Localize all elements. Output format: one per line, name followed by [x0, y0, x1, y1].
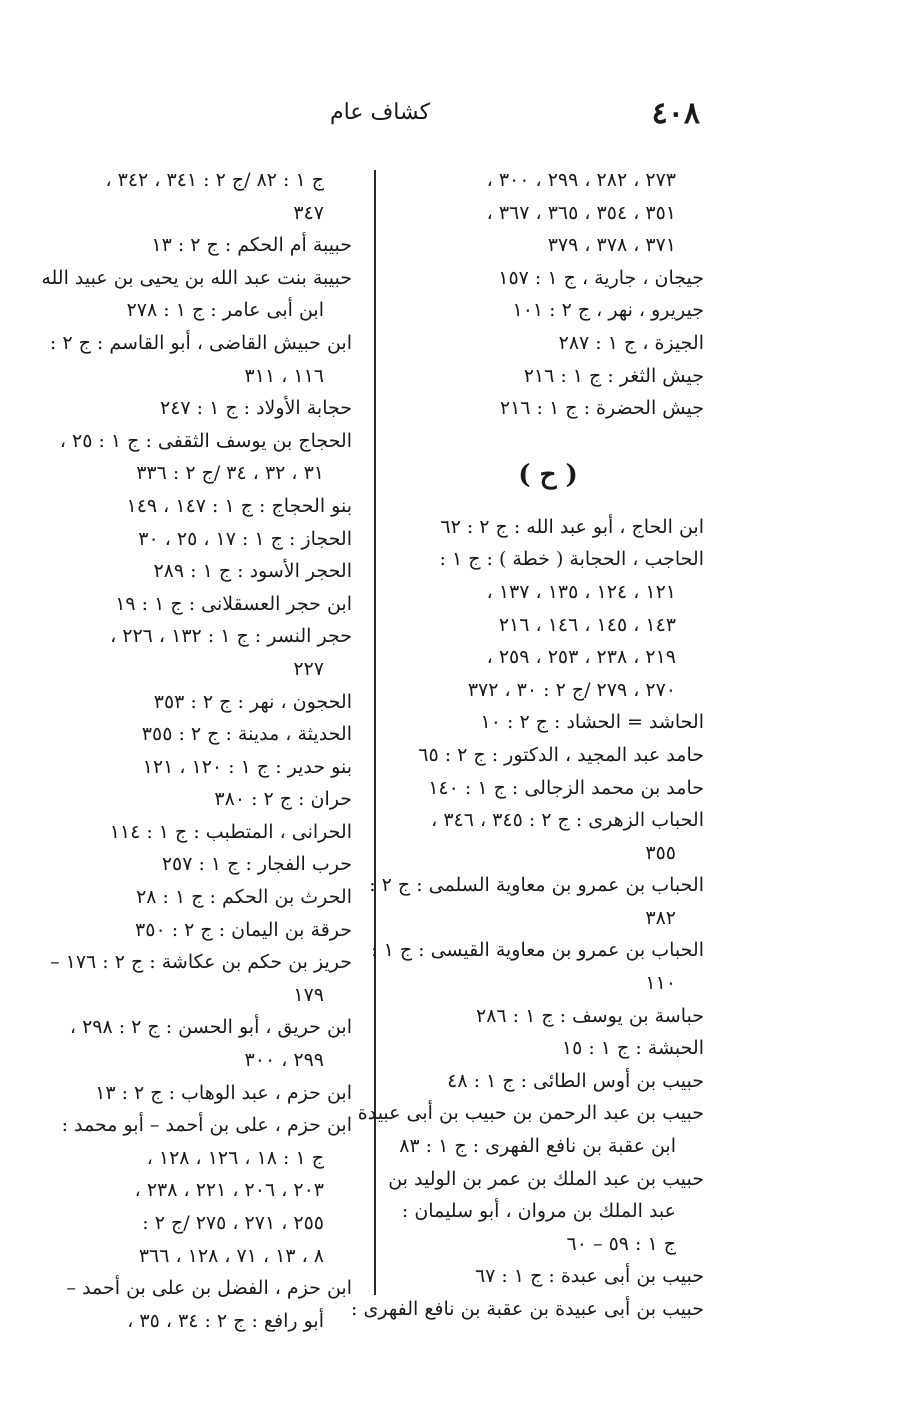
- index-column-right: [351, 164, 704, 1326]
- index-entry: حريز بن حكم بن عكاشة : ج ٢ : ١٧٦ –: [50, 951, 352, 974]
- index-entry: بنو حدير : ج ١ : ١٢٠ ، ١٢١: [142, 755, 352, 778]
- index-entry: الحجاز : ج ١ : ١٧ ، ٢٥ ، ٣٠: [138, 527, 352, 550]
- index-entry: ٢٧٣ ، ٢٨٢ ، ٢٩٩ ، ٣٠٠ ،: [486, 169, 676, 191]
- index-entry: الحبشة : ج ١ : ١٥: [561, 1037, 704, 1060]
- index-entry: حجابة الأولاد : ج ١ : ٢٤٧: [159, 397, 352, 420]
- index-entry: ج ١ : ١٨ ، ١٢٦ ، ١٢٨ ،: [146, 1146, 324, 1169]
- index-entry: حباسة بن يوسف : ج ١ : ٢٨٦: [475, 1004, 704, 1027]
- index-entry: جيش الثغر : ج ١ : ٢١٦: [523, 364, 704, 387]
- index-column-left: [30, 164, 352, 1337]
- index-entry: ابن أبى عامر : ج ١ : ٢٧٨: [126, 299, 324, 322]
- index-entry: الحباب الزهرى : ج ٢ : ٣٤٥ ، ٣٤٦ ،: [431, 809, 704, 832]
- index-entry: ٣٥٥: [645, 841, 676, 864]
- index-entry: حبيبة أم الحكم : ج ٢ : ١٣: [151, 234, 352, 257]
- index-entry: ٣٨٢: [645, 906, 676, 929]
- index-entry: ج ١ : ٨٢ /ج ٢ : ٣٤١ ، ٣٤٢ ،: [105, 169, 324, 191]
- index-entry: حبيب بن أبى عبدة : ج ١ : ٦٧: [474, 1265, 704, 1288]
- index-entry: الحديثة ، مدينة : ج ٢ : ٣٥٥: [141, 723, 352, 746]
- index-entry: حرقة بن اليمان : ج ٢ : ٣٥٠: [135, 918, 352, 941]
- index-entry: ٢٩٩ ، ٣٠٠: [244, 1049, 324, 1072]
- index-entry: حبيب بن أوس الطائى : ج ١ : ٤٨: [447, 1069, 704, 1092]
- index-entry: ٣١ ، ٣٢ ، ٣٤ /ج ٢ : ٣٣٦: [136, 462, 324, 485]
- right-column-entries-bottom: [351, 511, 704, 1326]
- index-entry: الحجر الأسود : ج ١ : ٢٨٩: [153, 560, 352, 583]
- index-entry: ٢٧٠ ، ٢٧٩ /ج ٢ : ٣٠ ، ٣٧٢: [467, 678, 676, 701]
- index-entry: ١١٠: [645, 972, 676, 995]
- index-entry: بنو الحجاج : ج ١ : ١٤٧ ، ١٤٩: [126, 494, 352, 517]
- index-entry: ابن حزم ، عبد الوهاب : ج ٢ : ١٣: [95, 1081, 352, 1104]
- index-entry: حبيب بن أبى عبيدة بن عقبة بن نافع الفهرى :: [351, 1298, 704, 1320]
- index-entry: ١٢١ ، ١٢٤ ، ١٣٥ ، ١٣٧ ،: [486, 580, 676, 603]
- index-entry: حبيب بن عبد الملك بن عمر بن الوليد بن: [388, 1167, 704, 1190]
- index-entry: ١٤٣ ، ١٤٥ ، ١٤٦ ، ٢١٦: [498, 613, 676, 636]
- index-entry: ١٧٩: [293, 983, 324, 1006]
- index-entry: ٣٥١ ، ٣٥٤ ، ٣٦٥ ، ٣٦٧ ،: [486, 201, 676, 224]
- index-entry: الحرث بن الحكم : ج ١ : ٢٨: [136, 886, 352, 909]
- index-entry: ١١٦ ، ٣١١: [244, 364, 324, 387]
- index-entry: ابن الحاج ، أبو عبد الله : ج ٢ : ٦٢: [440, 515, 704, 538]
- page-header: [40, 96, 700, 140]
- index-entry: ٣٧١ ، ٣٧٨ ، ٣٧٩: [547, 234, 676, 257]
- index-entry: ٢٥٥ ، ٢٧١ ، ٢٧٥ /ج ٢ :: [142, 1212, 324, 1234]
- index-entry: حران : ج ٢ : ٣٨٠: [214, 788, 352, 811]
- index-entry: ابن عقبة بن نافع الفهرى : ج ١ : ٨٣: [399, 1135, 676, 1158]
- index-entry: جيش الحضرة : ج ١ : ٢١٦: [499, 397, 704, 420]
- index-entry: حرب الفجار : ج ١ : ٢٥٧: [161, 853, 352, 876]
- index-entry: حجر النسر : ج ١ : ١٣٢ ، ٢٢٦ ،: [110, 625, 352, 648]
- index-entry: ٢١٩ ، ٢٣٨ ، ٢٥٣ ، ٢٥٩ ،: [486, 646, 676, 669]
- index-entry: ابن حريق ، أبو الحسن : ج ٢ : ٢٩٨ ،: [69, 1016, 352, 1039]
- index-entry: الحجاج بن يوسف الثقفى : ج ١ : ٢٥ ،: [59, 429, 352, 452]
- index-entry: حبيب بن عبد الرحمن بن حبيب بن أبى عبيدة: [357, 1102, 704, 1125]
- index-entry: ابن حزم ، على بن أحمد – أبو محمد :: [61, 1114, 352, 1137]
- index-entry: الحباب بن عمرو بن معاوية السلمى : ج ٢ :: [369, 874, 704, 897]
- index-entry: جيجان ، جارية ، ج ١ : ١٥٧: [498, 266, 704, 289]
- index-entry: ٢٢٧: [293, 657, 324, 680]
- right-column-entries-top: [392, 164, 704, 425]
- index-entry: ابن حجر العسقلانى : ج ١ : ١٩: [115, 592, 352, 615]
- index-entry: أبو رافع : ج ٢ : ٣٤ ، ٣٥ ،: [127, 1309, 324, 1332]
- index-entry: ابن حزم ، الفضل بن على بن أحمد –: [66, 1277, 352, 1300]
- page-number: ٤٠٨: [651, 96, 700, 131]
- index-entry: ٨ ، ١٣ ، ٧١ ، ١٢٨ ، ٣٦٦: [138, 1244, 324, 1267]
- running-title: كشاف عام: [330, 100, 431, 125]
- section-heading-ha: ( ح ): [518, 459, 578, 490]
- index-entry: الجيزة ، ج ١ : ٢٨٧: [558, 331, 704, 354]
- index-entry: ج ١ : ٥٩ – ٦٠: [566, 1232, 676, 1255]
- index-entry: الحاشد = الحشاد : ج ٢ : ١٠: [480, 711, 704, 734]
- index-entry: ٣٤٧: [293, 201, 324, 224]
- index-entry: حامد بن محمد الزجالى : ج ١ : ١٤٠: [428, 776, 704, 799]
- index-entry: الحاجب ، الحجابة ( خطة ) : ج ١ :: [439, 548, 704, 571]
- index-entry: الحجون ، نهر : ج ٢ : ٣٥٣: [153, 690, 352, 713]
- index-entry: حامد عبد المجيد ، الدكتور : ج ٢ : ٦٥: [418, 743, 704, 766]
- index-entry: جيريرو ، نهر ، ج ٢ : ١٠١: [512, 299, 704, 322]
- index-entry: الحرانى ، المتطبب : ج ١ : ١١٤: [109, 820, 352, 843]
- index-entry: الحباب بن عمرو بن معاوية القيسى : ج ١ :: [371, 939, 704, 962]
- index-entry: حبيبة بنت عبد الله بن يحيى بن عبيد الله: [41, 266, 352, 289]
- left-column-entries: [30, 164, 352, 1337]
- index-entry: عبد الملك بن مروان ، أبو سليمان :: [401, 1200, 676, 1223]
- index-entry: ابن حبيش القاضى ، أبو القاسم : ج ٢ :: [49, 331, 352, 354]
- index-entry: ٢٠٣ ، ٢٠٦ ، ٢٢١ ، ٢٣٨ ،: [134, 1179, 324, 1202]
